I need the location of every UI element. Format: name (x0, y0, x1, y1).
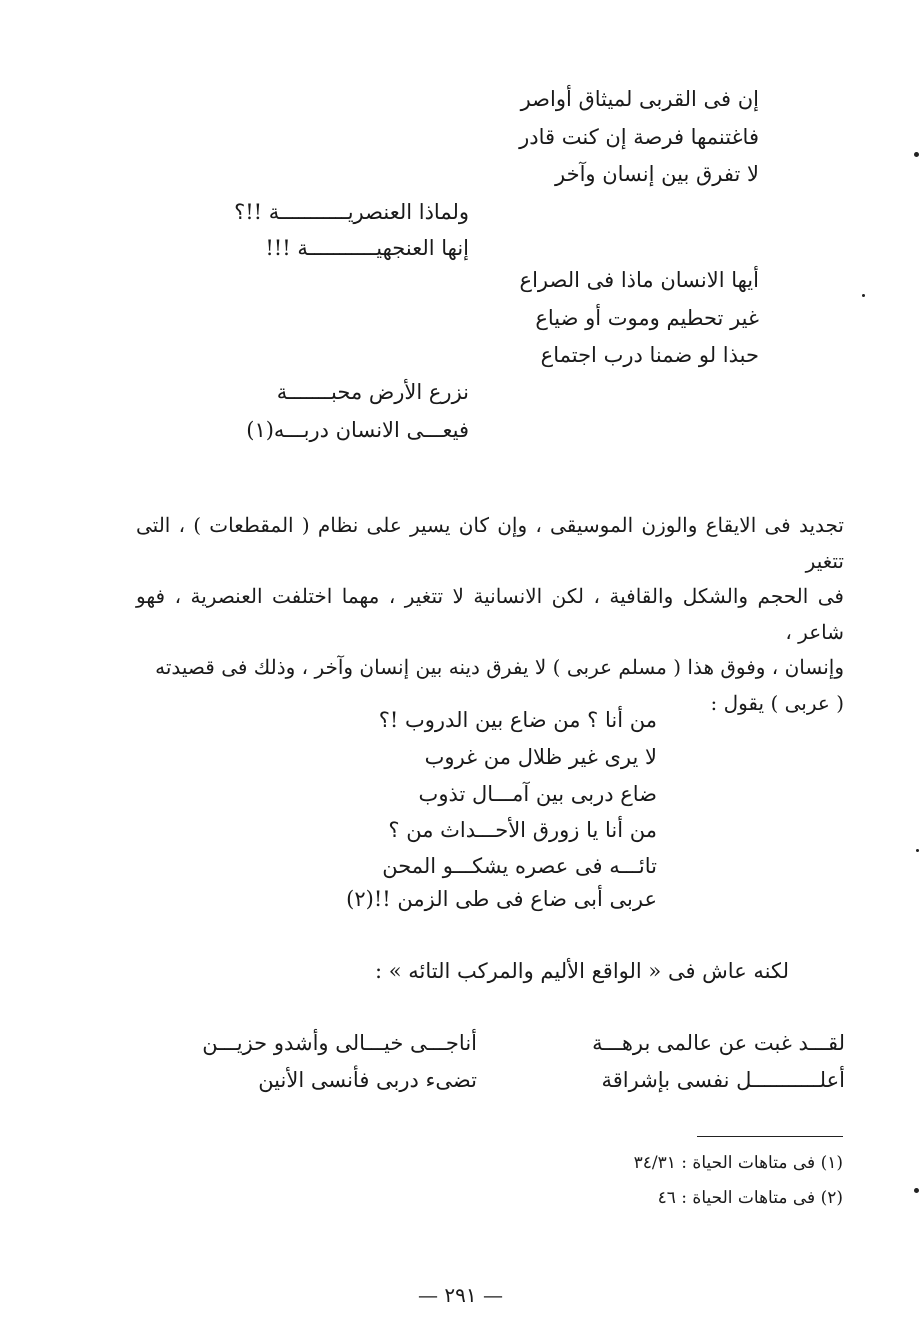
poem-line: عربى أبى ضاع فى طى الزمن !!(٢) (346, 887, 657, 911)
poem-line: تائـــه فى عصره يشكـــو المحن (382, 854, 657, 878)
footnote: (٢) فى متاهات الحياة : ٤٦ (657, 1188, 843, 1208)
body-paragraph (136, 508, 844, 721)
paragraph-line: وإنسان ، وفوق هذا ( مسلم عربى ) لا يفرق دينه بين إنسان وآخر ، وذلك فى قصيدته (155, 655, 844, 679)
poem-line: من أنا ؟ من ضاع بين الدروب !؟ (378, 708, 657, 732)
couplet-second-hemistich: أناجـــى خيـــالى وأشدو حزيـــن (202, 1031, 477, 1055)
poem-line: لا يرى غير ظلال من غروب (424, 745, 657, 769)
couplet-first-hemistich: لقـــد غبت عن عالمى برهـــة (592, 1031, 845, 1055)
footnote: (١) فى متاهات الحياة : ٣٤/٣١ (633, 1153, 843, 1173)
poem-line: إن فى القربى لميثاق أواصر (520, 87, 759, 111)
scan-speck (862, 294, 865, 297)
paragraph-line: فى الحجم والشكل والقافية ، لكن الانسانية لا تتغير ، مهما اختلفت العنصرية ، فهو شاعر ، (136, 584, 844, 644)
poem-line: نزرع الأرض محبـــــــة (276, 380, 469, 404)
poem-line: غير تحطيم وموت أو ضياع (535, 306, 759, 330)
poem-line: من أنا يا زورق الأحـــداث من ؟ (388, 818, 657, 842)
scan-speck (916, 849, 919, 852)
poem-line: ضاع دربى بين آمـــال تذوب (418, 782, 657, 806)
poem-line: إنها العنجهيـــــــــــة !!! (265, 236, 469, 260)
poem-line: لا تفرق بين إنسان وآخر (555, 162, 759, 186)
poem-line: فيعـــى الانسان دربـــه(١) (246, 418, 469, 442)
poem-line: حبذا لو ضمنا درب اجتماع (540, 343, 759, 367)
poem-line: ولماذا العنصريـــــــــــة !!؟ (234, 200, 469, 224)
page-number: — ٢٩١ — (418, 1283, 503, 1307)
paragraph-line: تجديد فى الايقاع والوزن الموسيقى ، وإن كان يسير على نظام ( المقطعات ) ، التى تتغير (136, 513, 844, 573)
couplet-first-hemistich: أعلـــــــــــل نفسى بإشراقة (601, 1068, 845, 1092)
paragraph-line: ( عربى ) يقول : (710, 690, 844, 715)
scan-speck (914, 152, 919, 157)
intro-line: لكنه عاش فى « الواقع الأليم والمركب التائه » : (375, 959, 789, 983)
poem-line: أيها الانسان ماذا فى الصراع (519, 268, 759, 292)
footnote-divider (697, 1136, 843, 1137)
poem-line: فاغتنمها فرصة إن كنت قادر (519, 125, 759, 149)
couplet-second-hemistich: تضىء دربى فأنسى الأنين (258, 1068, 477, 1092)
scan-speck (914, 1188, 919, 1193)
